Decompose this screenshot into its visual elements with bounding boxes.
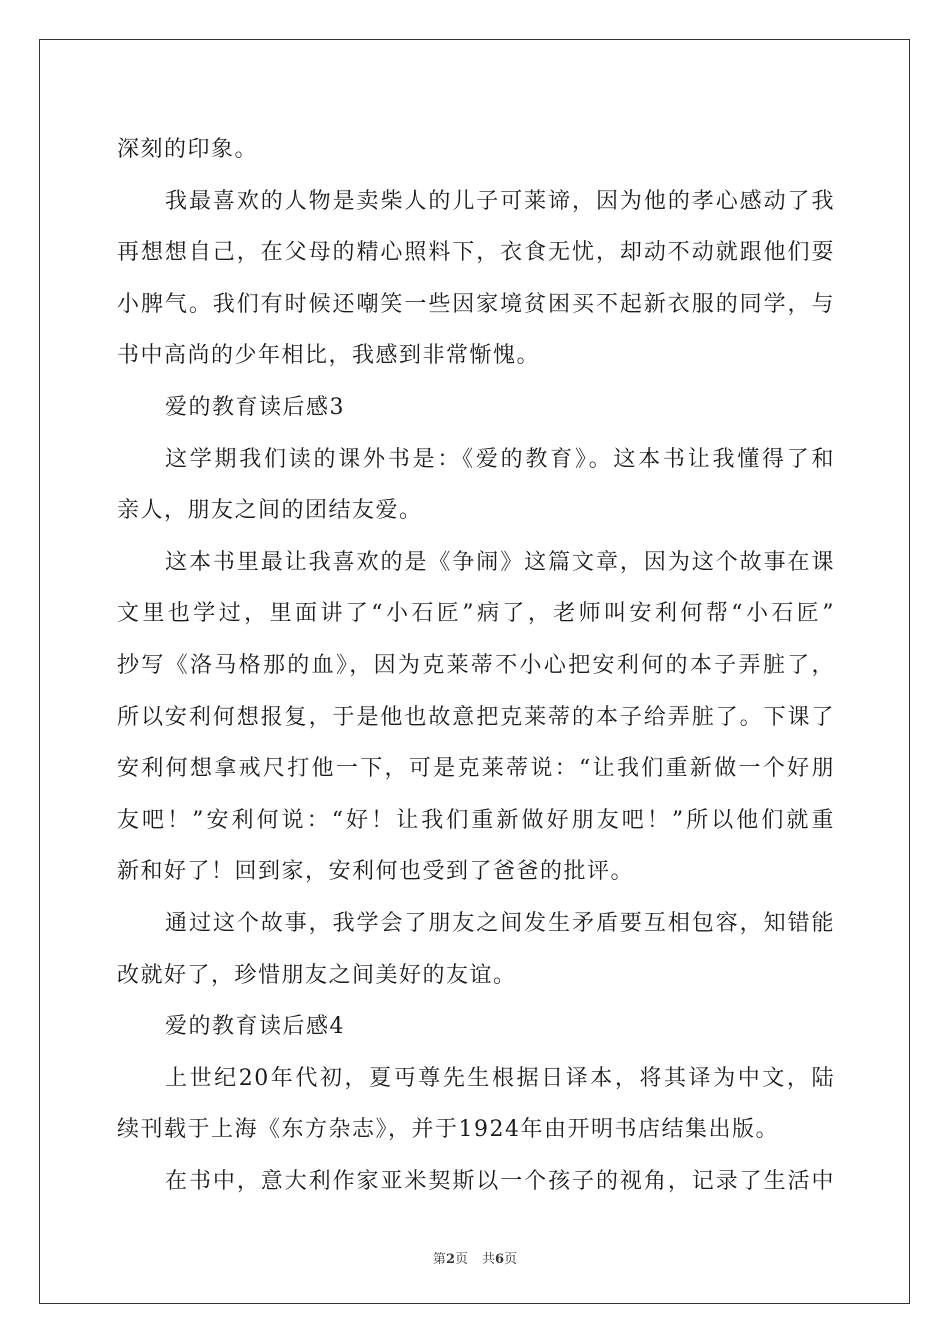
text-line: 小脾气。我们有时候还嘲笑一些因家境贫困买不起新衣服的同学，与 [117,291,835,317]
text-line: 友吧！”安利何说：“好！让我们重新做好朋友吧！”所以他们就重 [117,807,835,833]
text-line: 抄写《洛马格那的血》，因为克莱蒂不小心把安利何的本子弄脏了， [117,652,835,678]
text-line: 新和好了！回到家，安利何也受到了爸爸的批评。 [117,859,635,885]
total-prefix: 共 [482,1252,496,1267]
total-pages: 6 [495,1252,505,1267]
page-prefix: 第 [432,1252,446,1267]
text-line: 我最喜欢的人物是卖柴人的儿子可莱谛，因为他的孝心感动了我 [165,188,835,214]
section-heading: 爱的教育读后感3 [165,394,345,420]
text-line: 文里也学过，里面讲了“小石匠”病了，老师叫安利何帮“小石匠” [117,601,835,627]
text-line: 书中高尚的少年相比，我感到非常惭愧。 [117,343,541,369]
total-suffix: 页 [504,1252,518,1267]
page-footer [0,1248,950,1267]
document-body [117,124,835,1207]
text-line: 上世纪20年代初，夏丏尊先生根据日译本，将其译为中文，陆 [165,1065,835,1091]
text-line: 深刻的印象。 [117,137,259,162]
text-line: 续刊载于上海《东方杂志》，并于1924年由开明书店结集出版。 [117,1117,779,1143]
page-number: 2 [445,1252,455,1267]
text-line: 亲人，朋友之间的团结友爱。 [117,498,423,524]
page-suffix: 页 [454,1252,468,1267]
text-line: 所以安利何想报复，于是他也故意把克莱蒂的本子给弄脏了。下课了 [117,704,835,730]
text-line: 这学期我们读的课外书是：《爱的教育》。这本书让我懂得了和 [165,446,835,472]
text-line: 在书中，意大利作家亚米契斯以一个孩子的视角，记录了生活中 [165,1168,835,1194]
text-line: 安利何想拿戒尺打他一下，可是克莱蒂说：“让我们重新做一个好朋 [117,756,835,782]
text-line: 改就好了，珍惜朋友之间美好的友谊。 [117,962,517,988]
text-line: 通过这个故事，我学会了朋友之间发生矛盾要互相包容，知错能 [165,910,835,936]
text-line: 再想想自己，在父母的精心照料下，衣食无忧，却动不动就跟他们耍 [117,240,835,266]
section-heading: 爱的教育读后感4 [165,1014,345,1040]
text-line: 这本书里最让我喜欢的是《争闹》这篇文章，因为这个故事在课 [165,549,835,575]
